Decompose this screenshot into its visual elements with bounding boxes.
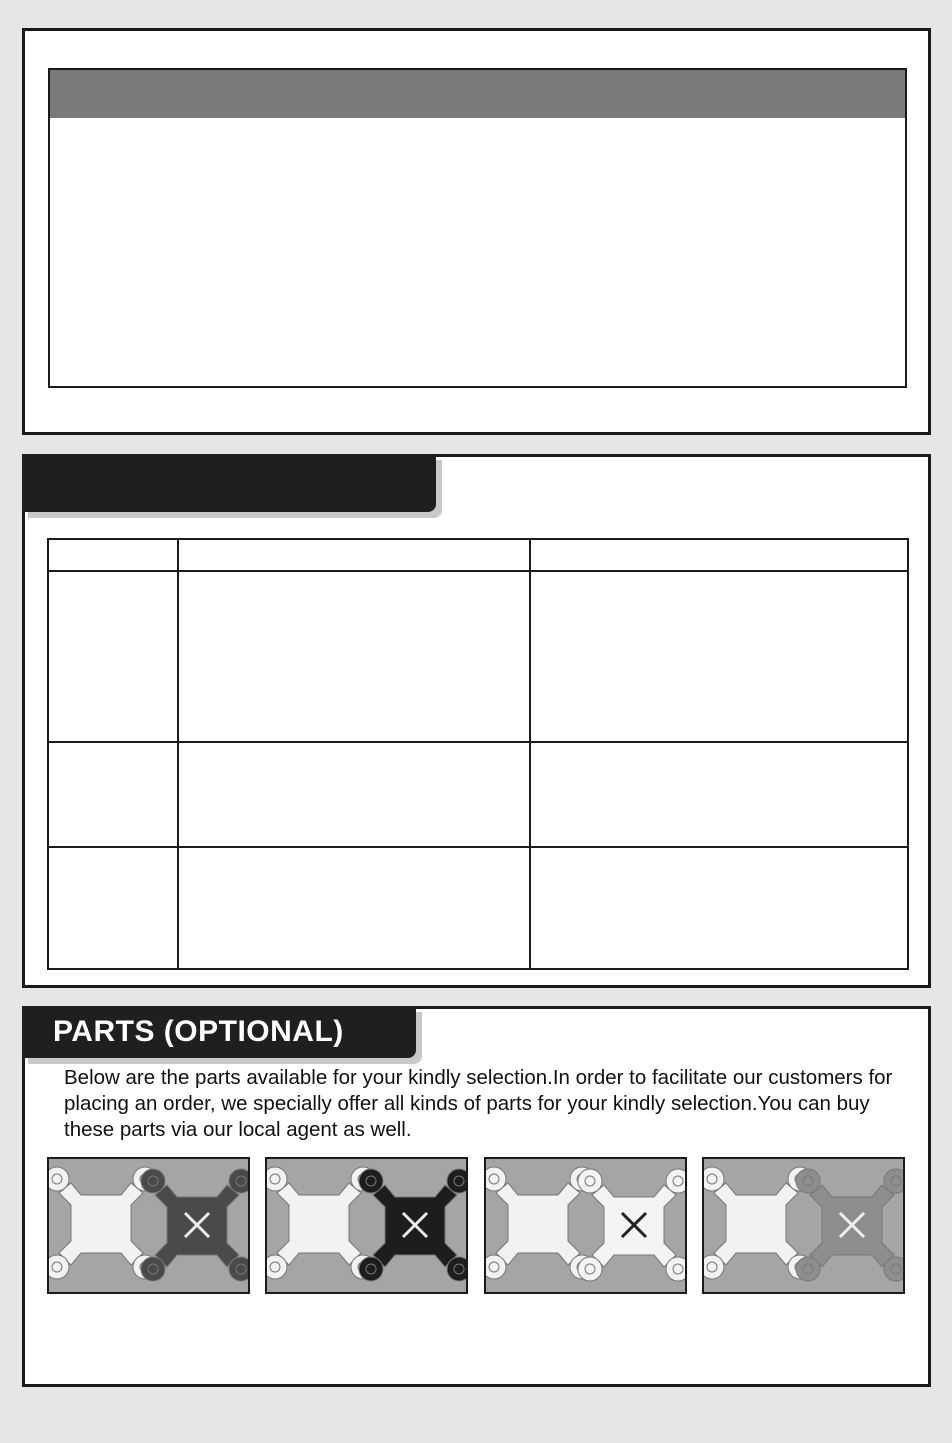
drone-shell-illustration xyxy=(704,1159,903,1292)
part-photo-1 xyxy=(47,1157,250,1294)
table-header-cell xyxy=(48,539,178,571)
table-header-row xyxy=(48,539,908,571)
table-row xyxy=(48,571,908,742)
notice-box xyxy=(48,68,907,388)
table-cell xyxy=(178,571,530,742)
table-cell xyxy=(48,847,178,969)
notice-header-bar xyxy=(50,70,905,118)
table-cell xyxy=(530,571,908,742)
troubleshooting-panel xyxy=(22,454,931,988)
table-cell xyxy=(48,742,178,847)
table-cell xyxy=(178,742,530,847)
table-header-cell xyxy=(530,539,908,571)
table-row xyxy=(48,742,908,847)
table-cell xyxy=(530,742,908,847)
drone-shell-illustration xyxy=(49,1159,248,1292)
part-photo-4 xyxy=(702,1157,905,1294)
table-row xyxy=(48,847,908,969)
troubleshooting-tab-header xyxy=(22,454,436,512)
parts-description: Below are the parts available for your kindly selection.In order to facilitate our customers for placing an order, we specially offer all kinds of parts for your kindly selection.You can buy these parts via our local agent as well. xyxy=(64,1066,893,1141)
table-cell xyxy=(530,847,908,969)
troubleshooting-table xyxy=(47,538,909,970)
parts-title: PARTS (OPTIONAL) xyxy=(22,1006,416,1058)
drone-shell-illustration xyxy=(486,1159,685,1292)
notice-panel xyxy=(22,28,931,435)
parts-panel xyxy=(22,1006,931,1387)
table-cell xyxy=(178,847,530,969)
part-photo-2 xyxy=(265,1157,468,1294)
drone-shell-illustration xyxy=(267,1159,466,1292)
part-photo-3 xyxy=(484,1157,687,1294)
table-cell xyxy=(48,571,178,742)
table-header-cell xyxy=(178,539,530,571)
